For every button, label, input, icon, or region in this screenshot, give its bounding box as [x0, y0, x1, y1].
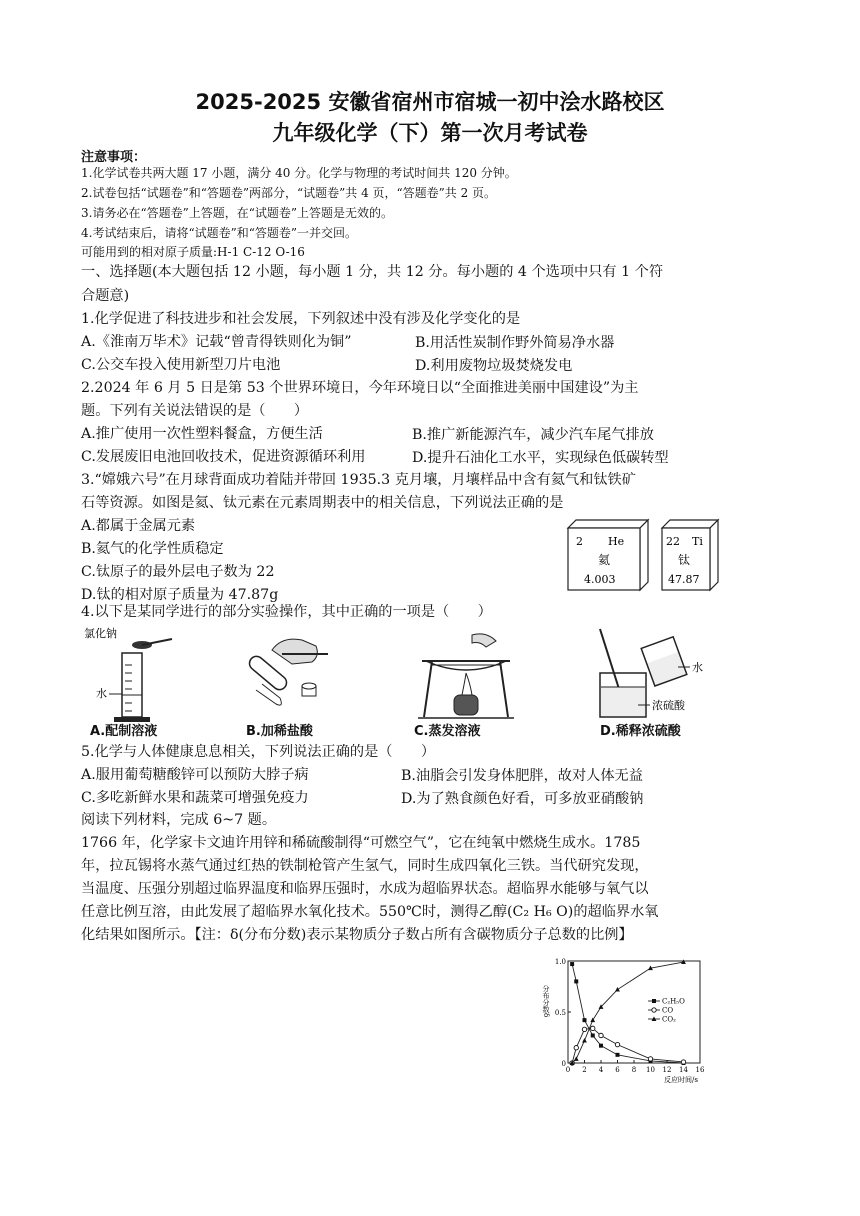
atomic-masses: 可能用到的相对原子质量:H-1 C-12 O-16 [81, 245, 305, 259]
he-number: 2 [576, 535, 583, 548]
q2-option-a: A.推广使用一次性塑料餐盒，方便生活 [81, 426, 323, 442]
plot-frame [568, 961, 700, 1063]
notes-heading: 注意事项： [81, 150, 147, 165]
legend-entry: CO₂ [662, 1015, 676, 1024]
x-tick-label: 8 [631, 1066, 637, 1074]
ethanol-oxidation-chart [540, 955, 720, 1085]
exam-title-line1: 2025-2025 安徽省宿州市宿城一初中浍水路校区 [195, 90, 665, 114]
data-point [574, 1046, 578, 1050]
ti-symbol: Ti [692, 535, 703, 548]
q1-option-b: B.用活性炭制作野外简易净水器 [415, 335, 615, 351]
data-point [570, 962, 574, 966]
flame-icon [462, 673, 472, 695]
nacl-label: 氯化钠 [84, 627, 117, 640]
x-tick-label: 6 [615, 1066, 620, 1074]
legend-marker [652, 999, 656, 1003]
q5-option-a: A.服用葡萄糖酸锌可以预防大脖子病 [81, 767, 309, 783]
y-tick-label: 1.0 [554, 958, 566, 966]
he-mass: 4.003 [584, 573, 616, 586]
data-point [681, 1060, 685, 1064]
ti-card-top [662, 520, 718, 528]
q2-stem-cont: 题。下列有关说法错误的是（ ） [81, 403, 309, 419]
note-item: 3.请务必在“答题卷”上答题，在“试题卷”上答题是无效的。 [81, 206, 393, 220]
he-card-side [640, 520, 648, 590]
figure-a-measuring-cylinder [82, 625, 182, 725]
q2-stem: 2.2024 年 6 月 5 日是第 53 个世界环境日，今年环境日以“全面推进美丽中国建设”为主 [81, 380, 639, 396]
data-point [616, 1053, 620, 1057]
test-tube-icon [247, 653, 290, 692]
he-card-top [568, 520, 648, 528]
figure-b-test-tube [232, 630, 342, 722]
flask-icon [641, 637, 687, 686]
q5-option-d: D.为了熟食颜色好看，可多放亚硝酸钠 [401, 791, 644, 807]
x-tick-label: 4 [598, 1066, 604, 1074]
data-point [615, 1042, 619, 1046]
he-symbol: He [608, 535, 625, 548]
exam-title-line2: 九年级化学（下）第一次月考试卷 [272, 121, 588, 145]
q4-stem: 4.以下是某同学进行的部分实验操作，其中正确的一项是（ ） [81, 604, 492, 620]
section-heading: 一、选择题(本大题包括 12 小题，每小题 1 分，共 12 分。每小题的 4 个选项中只有 1 个符 [81, 264, 664, 280]
x-tick-label: 12 [662, 1066, 672, 1074]
data-point [648, 1057, 652, 1061]
ti-number: 22 [666, 535, 680, 548]
note-item: 1.化学试卷共两大题 17 小题，满分 40 分。化学与物理的考试时间共 120 分钟。 [81, 166, 517, 180]
figure-d-dilute-acid [590, 625, 720, 725]
data-point [599, 1044, 603, 1048]
he-name: 氦 [598, 553, 611, 567]
x-tick-label: 16 [695, 1066, 705, 1074]
water-label-a: 水 [96, 687, 107, 700]
note-item: 2.试卷包括“试题卷”和“答题卷”两部分，“试题卷”共 4 页，“答题卷”共 2 页。 [81, 186, 497, 200]
data-point [615, 987, 620, 992]
data-point [582, 1038, 587, 1043]
figure-a-label: A.配制溶液 [90, 724, 158, 739]
figure-b-label: B.加稀盐酸 [246, 724, 313, 739]
q1-stem: 1.化学促进了科技进步和社会发展，下列叙述中没有涉及化学变化的是 [81, 311, 521, 327]
data-point [599, 1033, 603, 1037]
data-point [583, 1018, 587, 1022]
q3-stem-cont: 石等资源。如图是氦、钛元素在元素周期表中的相关信息，下列说法正确的是 [81, 495, 564, 511]
reading-paragraph: 化结果如图所示。【注：δ(分布分数)表示某物质分子数占所有含碳物质分子总数的比例】 [81, 927, 633, 943]
series-line [572, 1028, 683, 1063]
q5-option-c: C.多吃新鲜水果和蔬菜可增强免疫力 [81, 790, 309, 806]
figure-c-evaporation [412, 625, 522, 725]
data-point [681, 959, 686, 964]
figure-c-label: C.蒸发溶液 [414, 724, 481, 739]
legend-marker [652, 1008, 656, 1012]
q1-option-c: C.公交车投入使用新型刀片电池 [81, 357, 281, 373]
q1-option-d: D.利用废物垃圾焚烧发电 [415, 358, 573, 374]
water-label-d: 水 [692, 661, 703, 674]
alcohol-lamp-icon [454, 695, 478, 715]
figure-d-label: D.稀释浓硫酸 [600, 724, 681, 739]
reading-paragraph: 1766 年，化学家卡文迪许用锌和稀硫酸制得“可燃空气”，它在纯氧中燃烧生成水。1785 [81, 835, 641, 851]
data-point [591, 1033, 595, 1037]
q2-option-c: C.发展废旧电池回收技术，促进资源循环利用 [81, 449, 366, 465]
cylinder-icon [122, 653, 142, 717]
x-tick-label: 2 [582, 1066, 587, 1074]
q2-option-b: B.推广新能源汽车，减少汽车尾气排放 [412, 427, 654, 443]
note-item: 4.考试结束后，请将“试题卷”和“答题卷”一并交回。 [81, 226, 357, 240]
reading-intro: 阅读下列材料，完成 6~7 题。 [81, 812, 277, 828]
acid-label-d: 浓硫酸 [652, 699, 685, 712]
q5-stem: 5.化学与人体健康息息相关，下列说法正确的是（ ） [81, 744, 436, 760]
x-axis-label: 反应时间/s [664, 1076, 698, 1084]
data-point [574, 1056, 579, 1061]
q3-option-c: C.钛原子的最外层电子数为 22 [81, 564, 275, 580]
legend-entry: C₂H₅O [662, 997, 685, 1006]
ti-mass: 47.87 [668, 573, 700, 586]
data-point [591, 1026, 595, 1030]
legend-entry: CO [662, 1006, 674, 1015]
hand-icon [272, 639, 317, 664]
hand-icon [472, 634, 496, 647]
q5-option-b: B.油脂会引发身体肥胖，故对人体无益 [401, 768, 643, 784]
q3-option-a: A.都属于金属元素 [81, 518, 196, 534]
y-tick-label: 0 [561, 1060, 566, 1068]
q2-option-d: D.提升石油化工水平，实现绿色低碳转型 [412, 450, 669, 466]
y-axis-label: 分布分数δ [542, 985, 550, 1018]
x-tick-label: 10 [646, 1066, 655, 1074]
x-tick-label: 14 [679, 1066, 688, 1074]
data-point [582, 1027, 586, 1031]
ti-card-side [710, 520, 718, 590]
data-point [574, 979, 578, 983]
reading-paragraph: 年，拉瓦锡将水蒸气通过红热的铁制枪管产生氢气，同时生成四氧化三铁。当代研究发现， [81, 858, 649, 874]
x-tick-label: 0 [565, 1066, 571, 1074]
reading-paragraph: 当温度、压强分别超过临界温度和临界压强时，水成为超临界状态。超临界水能够与氧气以 [81, 881, 649, 897]
y-tick-label: 0.5 [554, 1009, 566, 1017]
element-cards-figure [560, 516, 720, 594]
ti-name: 钛 [678, 553, 691, 567]
q3-option-b: B.氦气的化学性质稳定 [81, 541, 224, 557]
reading-paragraph: 任意比例互溶，由此发展了超临界水氧化技术。550℃时，测得乙醇(C₂ H₆ O)的超临界水氧 [81, 904, 659, 920]
q3-stem: 3.“嫦娥六号”在月球背面成功着陆并带回 1935.3 克月壤，月壤样品中含有氦气和钛铁矿 [81, 472, 636, 488]
section-heading-cont: 合题意) [81, 288, 130, 304]
q3-option-d: D.钛的相对原子质量为 47.87g [81, 587, 279, 603]
q1-option-a: A.《淮南万毕术》记载“曾青得铁则化为铜” [81, 334, 352, 350]
